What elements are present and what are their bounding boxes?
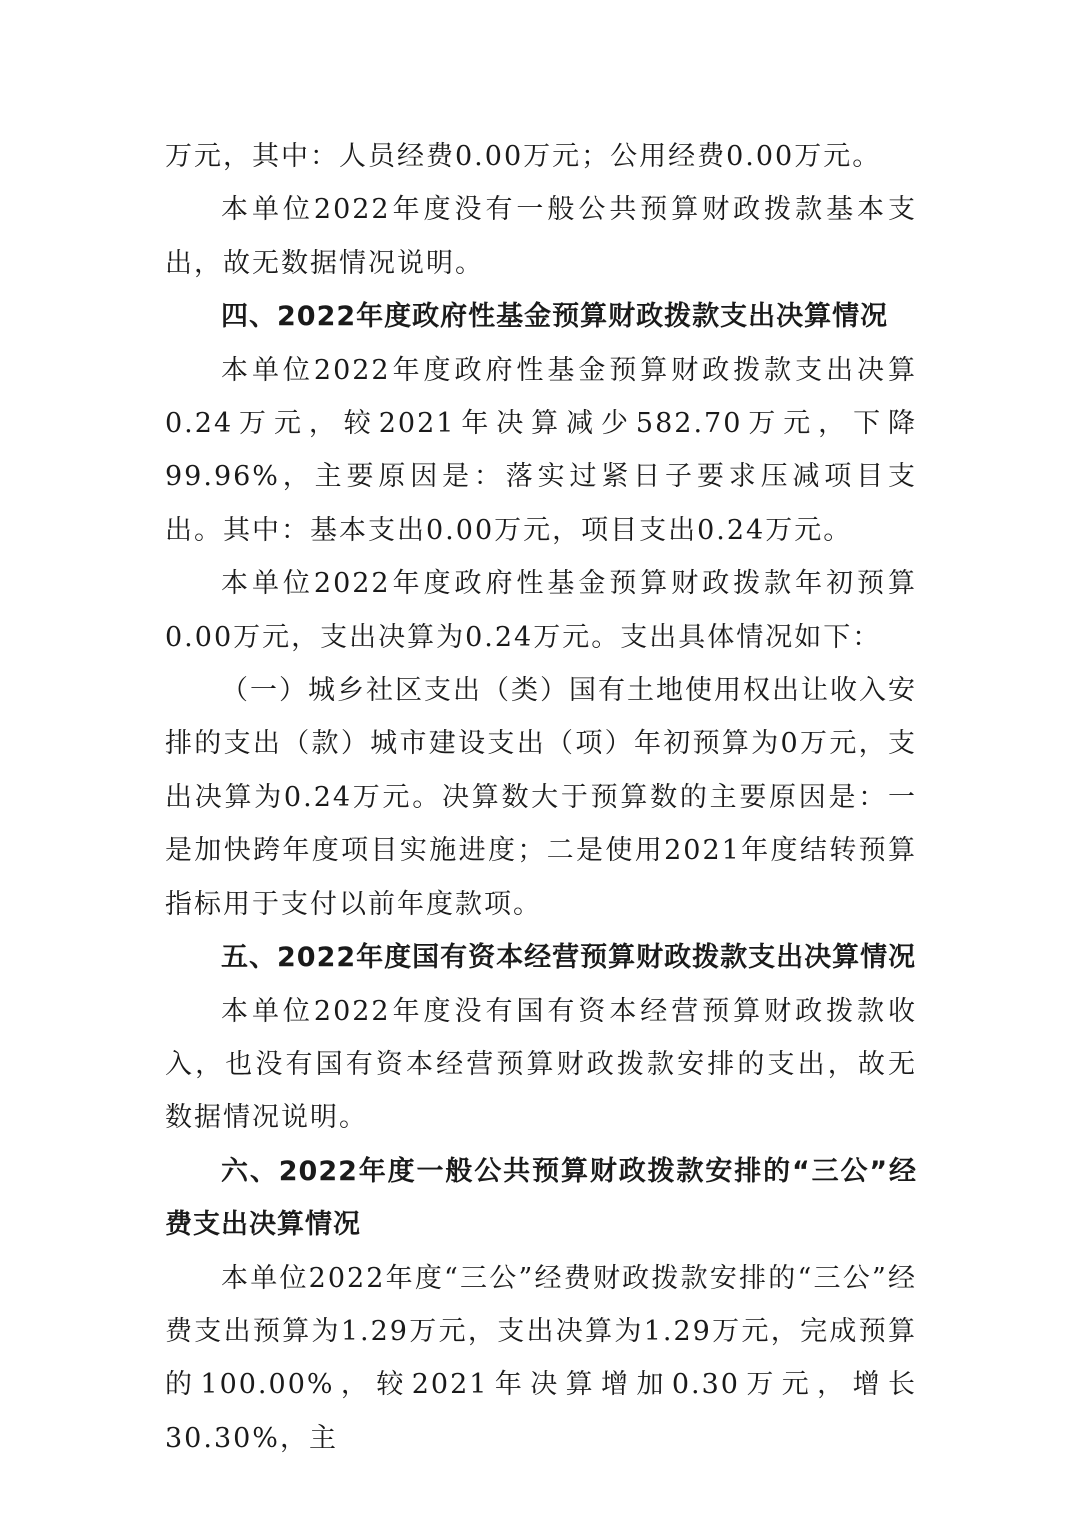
paragraph-state-capital-budget: 本单位2022年度没有国有资本经营预算财政拨款收入，也没有国有资本经营预算财政拨款安排的支出，故无数据情况说明。: [165, 995, 917, 1134]
paragraph-fund-budget-initial: 本单位2022年度政府性基金预算财政拨款年初预算0.00万元，支出决算为0.24万元。支出具体情况如下：: [165, 568, 917, 653]
section-heading-6: 六、2022年度一般公共预算财政拨款安排的“三公”经费支出决算情况: [165, 1155, 917, 1241]
section-heading-4: 四、2022年度政府性基金预算财政拨款支出决算情况: [221, 301, 889, 333]
paragraph-continuation: 万元，其中：人员经费0.00万元；公用经费0.00万元。: [165, 141, 882, 172]
document-body: [165, 130, 917, 1465]
section-heading-5: 五、2022年度国有资本经营预算财政拨款支出决算情况: [221, 942, 917, 974]
paragraph-urban-community-expense: （一）城乡社区支出（类）国有土地使用权出让收入安排的支出（款）城市建设支出（项）年初预算为0万元，支出决算为0.24万元。决算数大于预算数的主要原因是：一是加快跨年度项目实施进度；二是使用2021年度结转预算指标用于支付以前年度款项。: [165, 675, 917, 920]
paragraph-three-public-expenses: 本单位2022年度“三公”经费财政拨款安排的“三公”经费支出预算为1.29万元，支出决算为1.29万元，完成预算的100.00%，较2021年决算增加0.30万元，增长30.30%，主: [165, 1262, 917, 1454]
paragraph-general-budget-basic: 本单位2022年度没有一般公共预算财政拨款基本支出，故无数据情况说明。: [165, 194, 917, 279]
paragraph-fund-budget-summary: 本单位2022年度政府性基金预算财政拨款支出决算0.24万元，较2021年决算减少582.70万元，下降99.96%，主要原因是：落实过紧日子要求压减项目支出。其中：基本支出0.00万元，项目支出0.24万元。: [165, 354, 917, 546]
